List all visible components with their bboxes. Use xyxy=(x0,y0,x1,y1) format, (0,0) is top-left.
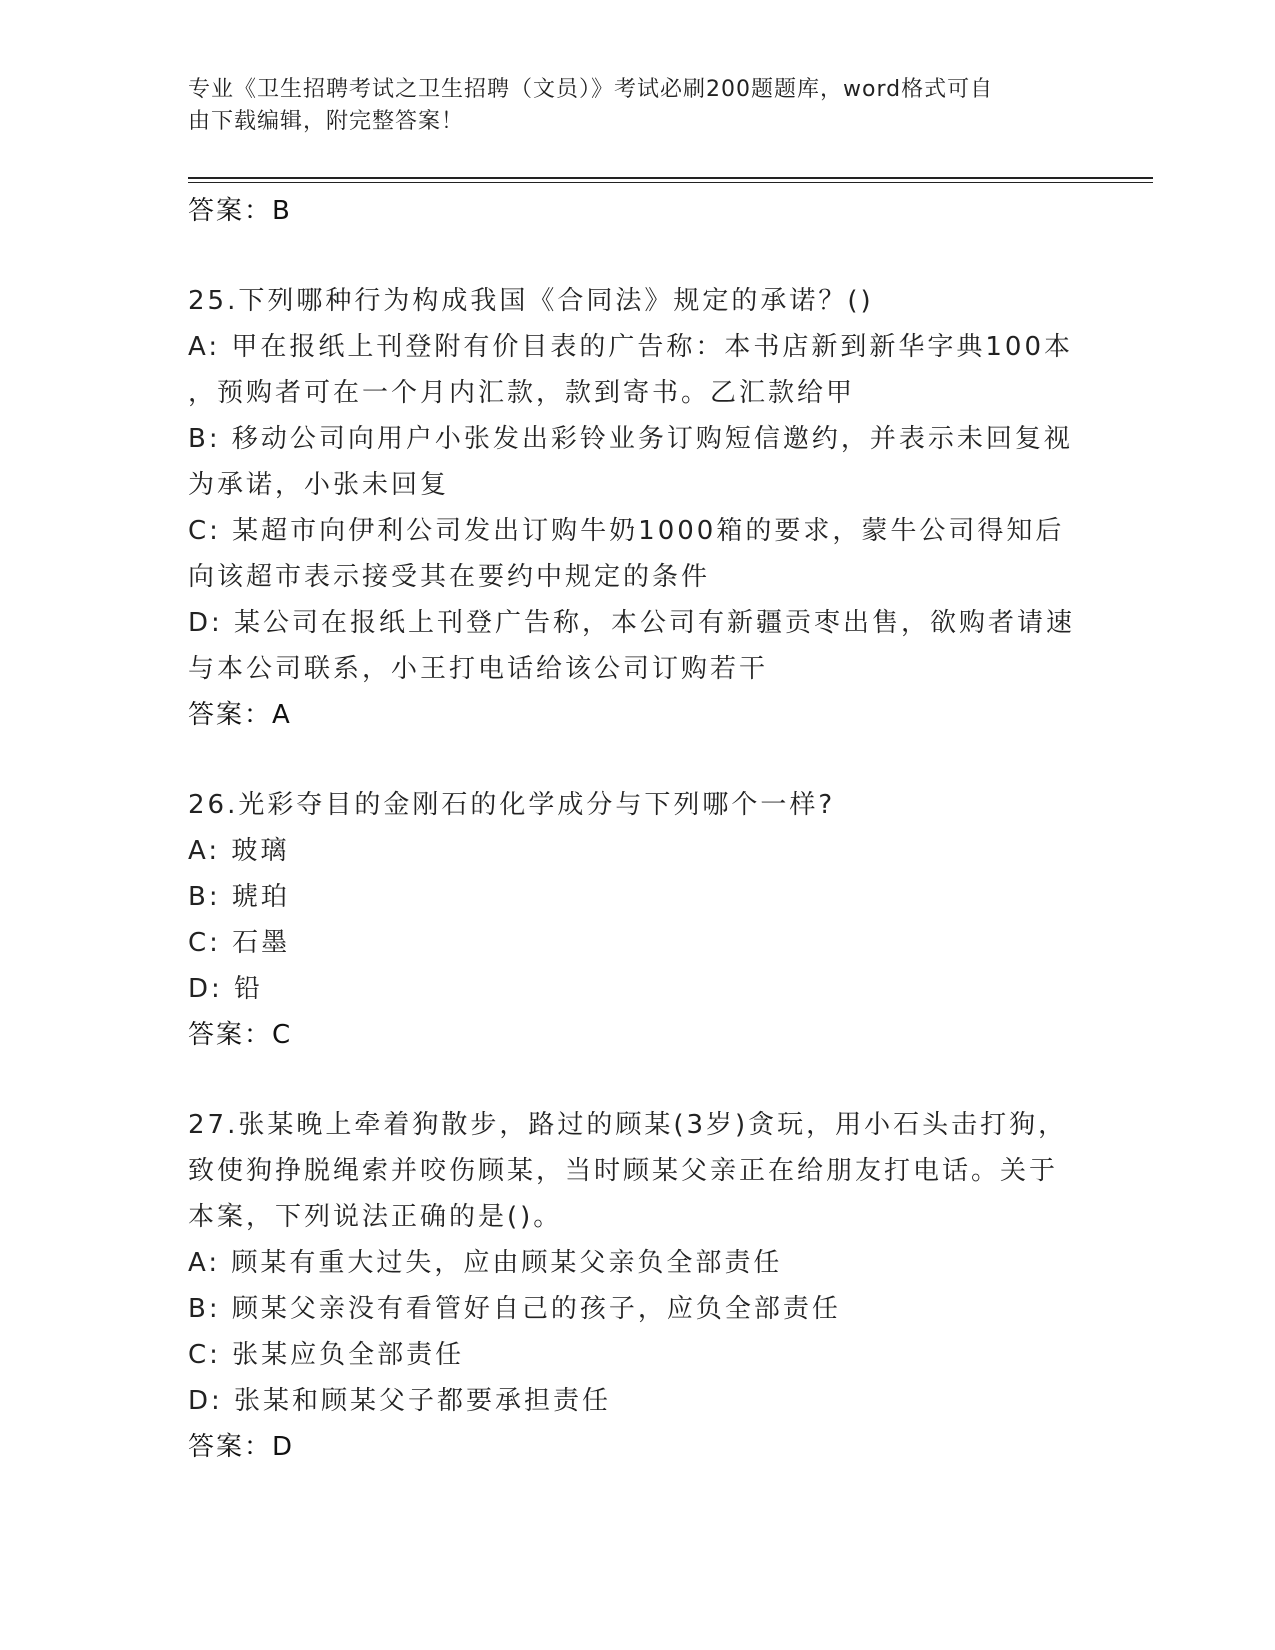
spacer xyxy=(188,738,1068,782)
option-a-line-1: A: 甲在报纸上刊登附有价目表的广告称：本书店新到新华字典100本 xyxy=(188,332,1073,362)
option-b: B: 顾某父亲没有看管好自己的孩子，应负全部责任 xyxy=(188,1294,841,1324)
document-body xyxy=(188,188,1076,1470)
option-b: B: 琥珀 xyxy=(188,882,290,912)
spacer xyxy=(188,1058,1068,1102)
option-a: A: 玻璃 xyxy=(188,836,290,866)
option-c: C: 张某应负全部责任 xyxy=(188,1340,465,1370)
header-line-2: 由下载编辑，附完整答案！ xyxy=(188,109,465,134)
question-stem: 26.光彩夺目的金刚石的化学成分与下列哪个一样? xyxy=(188,790,836,820)
option-d: D: 铅 xyxy=(188,974,264,1004)
option-c-line-1: C: 某超市向伊利公司发出订购牛奶1000箱的要求，蒙牛公司得知后 xyxy=(188,516,1065,546)
question-stem-line-3: 本案，下列说法正确的是()。 xyxy=(188,1202,563,1232)
answer-line: 答案：C xyxy=(188,1020,293,1050)
answer-line: 答案：D xyxy=(188,1432,295,1462)
option-b-line-2: 为承诺，小张未回复 xyxy=(188,470,450,500)
question-stem: 25.下列哪种行为构成我国《合同法》规定的承诺？() xyxy=(188,286,874,316)
header-rule-thick xyxy=(188,177,1153,179)
header-rule-thin xyxy=(188,182,1153,183)
option-c-line-2: 向该超市表示接受其在要约中规定的条件 xyxy=(188,562,711,592)
previous-answer: 答案：B xyxy=(188,196,292,226)
question-block-26 xyxy=(188,782,1068,1058)
option-b-line-1: B: 移动公司向用户小张发出彩铃业务订购短信邀约，并表示未回复视 xyxy=(188,424,1073,454)
option-c: C: 石墨 xyxy=(188,928,291,958)
spacer xyxy=(188,234,1068,278)
question-stem-line-2: 致使狗挣脱绳索并咬伤顾某，当时顾某父亲正在给朋友打电话。关于 xyxy=(188,1156,1059,1186)
option-d-line-1: D: 某公司在报纸上刊登广告称，本公司有新疆贡枣出售，欲购者请速 xyxy=(188,608,1076,638)
option-d: D: 张某和顾某父子都要承担责任 xyxy=(188,1386,612,1416)
question-stem-line-1: 27.张某晚上牵着狗散步，路过的顾某(3岁)贪玩，用小石头击打狗， xyxy=(188,1110,1068,1140)
answer-line: 答案：A xyxy=(188,700,292,730)
question-block-25 xyxy=(188,278,1076,738)
option-a-line-2: ，预购者可在一个月内汇款，款到寄书。乙汇款给甲 xyxy=(188,378,856,408)
document-header xyxy=(188,74,1068,138)
question-block-27 xyxy=(188,1102,1068,1470)
option-a: A: 顾某有重大过失，应由顾某父亲负全部责任 xyxy=(188,1248,783,1278)
option-d-line-2: 与本公司联系，小王打电话给该公司订购若干 xyxy=(188,654,769,684)
header-line-1: 专业《卫生招聘考试之卫生招聘（文员）》考试必刷200题题库，word格式可自 xyxy=(188,77,994,102)
